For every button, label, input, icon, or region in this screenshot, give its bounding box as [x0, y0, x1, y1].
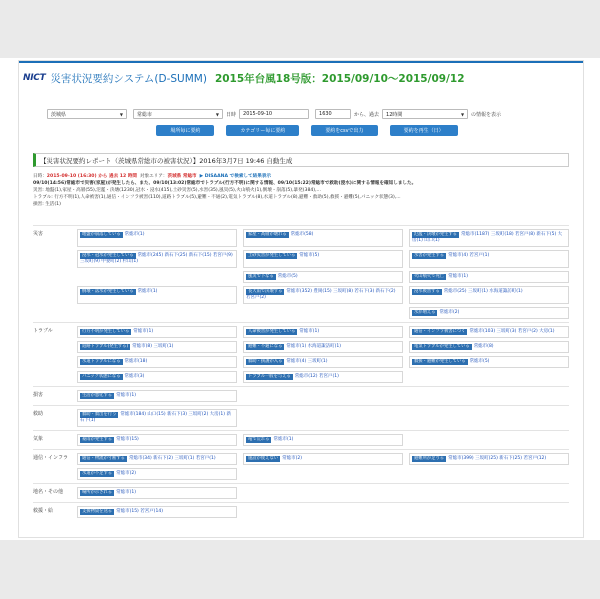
summary-card — [77, 506, 237, 518]
app-header — [23, 69, 579, 87]
location-counts[interactable]: 常総市(3) — [124, 374, 145, 379]
summary-card — [409, 250, 569, 268]
summary-card — [77, 434, 237, 446]
location-counts[interactable]: 常総市(1) — [448, 274, 468, 279]
event-tag[interactable]: 火山噴火で死亡 — [414, 274, 445, 279]
summary-card — [409, 453, 569, 465]
date-label: 日時 — [226, 111, 237, 118]
chevron-down-icon: ▼ — [215, 111, 219, 117]
event-tag[interactable]: 救援・避難が発生している — [414, 359, 466, 364]
summary-damage-counts: 損害: 生活(1) — [33, 202, 61, 207]
summary-card — [243, 356, 403, 368]
event-tag[interactable]: トラブル一般を与える — [248, 374, 291, 379]
summary-time-row: 日時：2015-09-10 (16:30) から 過去 12 時間 対象エリア：茨城県 常総市 ▶ DISAANA で検索して結果表示 — [33, 174, 271, 179]
category-cards — [77, 326, 569, 383]
date-input[interactable]: 2015-09-10 — [239, 109, 309, 119]
category-label: トラブル — [33, 328, 53, 334]
display-suffix-label: の情報を表示 — [471, 111, 502, 118]
summary-card — [243, 371, 403, 383]
location-counts[interactable]: 常総市(1) — [116, 393, 136, 398]
summary-card — [243, 453, 403, 465]
summary-card — [243, 326, 403, 338]
event-tag[interactable]: 風災で下なる — [248, 274, 274, 279]
location-counts[interactable]: 常総市(15) 若宮戸(14) — [116, 509, 163, 514]
search-form — [47, 107, 567, 136]
summary-card — [77, 326, 237, 338]
event-tag[interactable]: 人命被害が発生している — [248, 329, 296, 334]
summarize-by-category-button[interactable]: カテゴリー毎に要約 — [226, 125, 299, 136]
location-counts[interactable]: 常総市(399) 三坂町(25) 新石下(25) 若宮戸(12) — [448, 456, 547, 461]
category-row — [33, 225, 569, 322]
summary-card — [409, 356, 569, 368]
location-counts[interactable]: 常総市(1) — [299, 329, 320, 334]
event-tag[interactable]: 避難所が足りる — [414, 456, 445, 461]
category-table — [33, 225, 569, 521]
category-row — [33, 449, 569, 483]
event-tag[interactable]: 竜で荒れる — [248, 437, 270, 442]
event-tag[interactable]: 電気トラブルが発生している — [414, 344, 470, 349]
event-tag[interactable]: 避難・不通になる — [248, 344, 283, 349]
summary-card — [243, 229, 403, 247]
event-tag[interactable]: 土砂災害が発生している — [248, 253, 296, 258]
disaana-link[interactable]: ▶ DISAANA で検索して結果表示 — [199, 174, 271, 179]
event-tag[interactable]: 倒壊・落水が発生している — [82, 289, 134, 294]
category-label: 救助 — [33, 411, 44, 417]
summary-card — [409, 286, 569, 304]
summary-disaster-counts: 災害: 地盤(1),家屋・高層(55),氾濫・決壊(1230),冠水・浸水(415),土砂災害(5),水害(35),風災(5),火山噴火(1),倒壊・崩落(5),暴発(384),... — [33, 188, 321, 193]
event-tag[interactable]: 家屋・高層が壊れる — [248, 232, 287, 237]
category-label: 救援・給 — [33, 508, 54, 514]
summary-trouble-counts: トラブル: 行方不明(1),人命被害(1),通信・インフラ被害(110),道路トラブル(5),避難・不通(2),電気トラブル(8),水道トラブル(8),避難・救助(5),救援・避難(5),パニック状態(3),... — [33, 195, 401, 200]
summary-card — [243, 434, 403, 446]
event-tag[interactable]: 水道トラブルになる — [82, 359, 121, 364]
bottom-margin-band — [0, 540, 600, 599]
report-title: 【災害状況要約レポート（茨城県常総市の被害状況）】2016年3月7日 19:46 自動生成 — [33, 153, 569, 167]
event-tag[interactable]: 道路トラブル(発生する) — [82, 344, 129, 349]
summary-card — [77, 286, 237, 304]
summary-card — [243, 271, 403, 283]
event-tag[interactable]: 水害が発生する — [414, 253, 445, 258]
time-input[interactable]: 1630 — [315, 109, 351, 119]
prefecture-select[interactable]: 茨城県 ▼ — [47, 109, 127, 119]
location-counts[interactable]: 常総市(5) — [277, 274, 298, 279]
summary-card — [243, 250, 403, 268]
summary-card — [77, 341, 237, 353]
event-tag[interactable]: 救助・救出を行う — [82, 412, 117, 417]
category-row — [33, 430, 569, 449]
location-counts[interactable]: 常総市(4) 三坂町(1) — [286, 359, 328, 364]
location-counts[interactable]: 常総市(12) 若宮戸(1) — [294, 374, 339, 379]
location-counts[interactable]: 常総市(1) 水海道諏訪町(1) — [286, 344, 342, 349]
location-counts[interactable]: 常総市(25) 三坂町(1) 水海道諏訪町(1) — [443, 289, 523, 294]
category-row — [33, 322, 569, 386]
top-margin-band — [0, 0, 600, 58]
event-tag[interactable]: 通信・インフラ被害につく — [414, 329, 466, 334]
event-tag[interactable]: 救助・援護が入る — [248, 359, 283, 364]
category-label: 災害 — [33, 231, 44, 237]
summary-card — [77, 487, 237, 499]
summary-card — [77, 390, 237, 402]
event-tag[interactable]: 通信・物流が寸断する — [82, 456, 125, 461]
location-counts[interactable]: 常総市(1) — [124, 232, 145, 237]
location-counts[interactable]: 常総市(1) — [116, 490, 136, 495]
category-cards — [77, 409, 569, 427]
location-counts[interactable]: 常総市(1) — [137, 289, 158, 294]
category-label: 地名・その他 — [33, 489, 64, 495]
location-counts[interactable]: 常総市(34) 新石下(2) 三坂町(1) 若宮戸(1) — [128, 456, 216, 461]
category-label: 通信・インフラ — [33, 455, 69, 461]
event-tag[interactable]: 施設が使えない — [248, 456, 279, 461]
summary-card — [77, 453, 237, 465]
event-tag[interactable]: 場所が示される — [82, 490, 113, 495]
app-window — [18, 60, 584, 538]
period-select[interactable]: 12時間 ▼ — [382, 109, 468, 119]
event-tag[interactable]: 浸水・冠水が発生している — [82, 253, 134, 258]
location-counts[interactable]: 常総市(4) 若宮戸(1) — [448, 253, 490, 258]
category-row — [33, 386, 569, 405]
summarize-by-place-button[interactable]: 場所毎に要約 — [156, 125, 214, 136]
export-csv-button[interactable]: 要約をcsvで出力 — [311, 125, 377, 136]
summary-card — [409, 326, 569, 338]
location-counts[interactable]: 常総市(1) — [273, 437, 294, 442]
header-accent-line — [19, 61, 583, 63]
summary-card — [409, 271, 569, 283]
summary-card — [77, 468, 237, 480]
location-counts[interactable]: 常総市(15) — [116, 437, 139, 442]
event-tag[interactable]: パニック状態になる — [82, 374, 121, 379]
category-row — [33, 483, 569, 502]
nict-logo: NICT — [23, 73, 46, 83]
summary-card — [77, 409, 237, 427]
action-buttons — [47, 125, 567, 136]
location-counts[interactable]: 常総市(245) 新石下(25) 新石下(15) 若宮戸(9) 三坂町(9) 中妻町(2) 杉山(1) — [80, 253, 233, 264]
event-tag[interactable]: 水が増える — [414, 310, 436, 315]
category-label: 気象 — [33, 436, 44, 442]
app-title[interactable]: 災害状況要約システム(D-SUMM) — [50, 72, 207, 85]
summary-headline: 09/10(14:56)常総市で災害(家屋)が発生したら、また、09/10(13:02)常総市でトラブル(行方不明)に関する情報、09/10(15:22)常総市で救助(浸水)に関する情報を確知しました。 — [33, 181, 417, 186]
location-counts[interactable]: 常総市(2) — [282, 456, 302, 461]
category-cards — [77, 506, 569, 518]
summary-card — [409, 341, 569, 353]
location-counts[interactable]: 常総市(58) — [290, 232, 314, 237]
event-tag[interactable]: 行方不明が発生している — [82, 329, 130, 334]
category-cards — [77, 453, 569, 480]
location-counts[interactable]: 常総市(352) 豊岡(15) 三坂町(8) 若石下(3) 新石下(2) 若宮戸(2) — [246, 289, 396, 300]
location-counts[interactable]: 常総市(1) — [133, 329, 154, 334]
category-label: 損害 — [33, 392, 44, 398]
event-tag[interactable]: 浸水被害する — [414, 289, 440, 294]
category-row — [33, 405, 569, 430]
replay-summary-button[interactable]: 要約を再生（日） — [390, 125, 458, 136]
location-counts[interactable]: 常総市(103) 三坂町(3) 若宮戸(2) 大房(1) — [469, 329, 555, 334]
summary-card — [409, 307, 569, 319]
location-counts[interactable]: 常総市(8) 三坂町(1) — [132, 344, 174, 349]
summary-card — [77, 229, 237, 247]
category-cards — [77, 487, 569, 499]
location-counts[interactable]: 常総市(8) — [473, 344, 494, 349]
location-counts[interactable]: 常総市(2) — [439, 310, 460, 315]
event-tag[interactable]: 水道が不足する — [82, 471, 113, 476]
chevron-down-icon: ▼ — [460, 111, 465, 117]
event-tag[interactable]: 生活が悪化する — [82, 393, 113, 398]
from-label: から、過去 — [354, 111, 380, 118]
category-cards — [77, 229, 569, 319]
city-select[interactable]: 常総市 ▼ — [133, 109, 223, 119]
location-counts[interactable]: 常総市(2) — [116, 471, 136, 476]
summary-card — [409, 229, 569, 247]
summary-card — [77, 356, 237, 368]
event-tag[interactable]: 支援物資を送る — [82, 509, 113, 514]
report-summary — [33, 173, 569, 208]
category-row — [33, 502, 569, 521]
event-tag[interactable]: 長大雨で決壊する — [248, 289, 283, 294]
event-title: 2015年台風18号版：2015/09/10〜2015/09/12 — [214, 72, 465, 85]
summary-card — [243, 286, 403, 304]
event-tag[interactable]: 豪雨が発生する — [82, 437, 113, 442]
location-counts[interactable]: 常総市(1187) 三坂町(18) 若宮戸(8) 新石下(5) 大房(1) 山口(1) — [412, 232, 563, 243]
summary-card — [243, 341, 403, 353]
location-counts[interactable]: 常総市(5) — [299, 253, 320, 258]
filter-row — [47, 107, 567, 121]
event-tag[interactable]: 氾濫・決壊が発生する — [414, 232, 457, 237]
summary-card — [77, 250, 237, 268]
category-cards — [77, 434, 569, 446]
summary-card — [77, 371, 237, 383]
event-tag[interactable]: 地盤が崩落している — [82, 232, 121, 237]
location-counts[interactable]: 常総市(184) 山口(15) 新石下(3) 三坂町(2) 大房(1) 新石下(1) — [80, 412, 231, 423]
location-counts[interactable]: 常総市(5) — [469, 359, 490, 364]
category-cards — [77, 390, 569, 402]
chevron-down-icon: ▼ — [119, 111, 123, 117]
location-counts[interactable]: 常総市(18) — [124, 359, 148, 364]
